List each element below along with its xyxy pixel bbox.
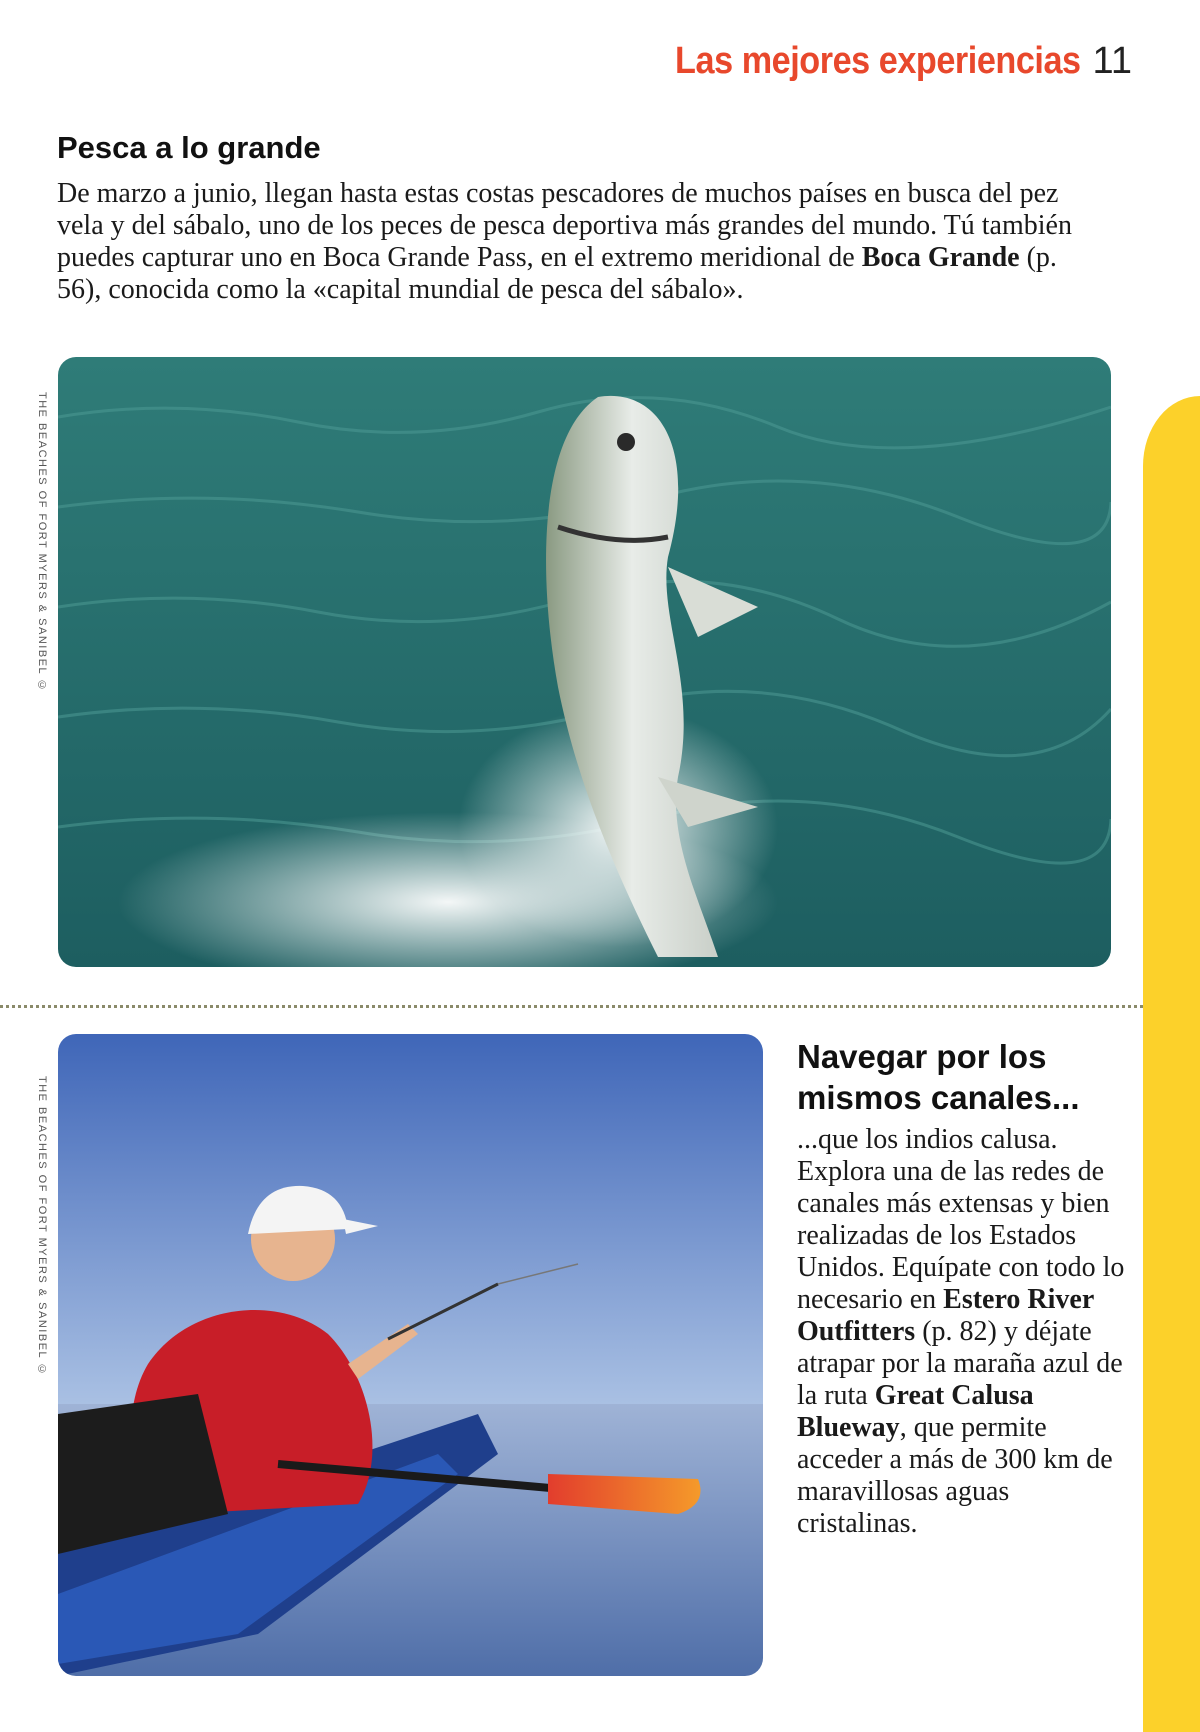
section2-body bbox=[797, 1124, 1127, 1540]
page-header bbox=[630, 40, 1132, 83]
yellow-side-tab bbox=[1143, 396, 1200, 1732]
section2-text-3: , que permite acceder a más de 300 km de maravillosas aguas cristalinas. bbox=[797, 1412, 1113, 1539]
section2-bold-blueway: Great Calusa Blueway bbox=[797, 1380, 1034, 1443]
section1-title: Pesca a lo grande bbox=[57, 130, 321, 165]
photo2-credit: THE BEACHES OF FORT MYERS & SANIBEL © bbox=[36, 1076, 48, 1377]
page-number: 11 bbox=[1092, 40, 1132, 82]
photo1-credit: THE BEACHES OF FORT MYERS & SANIBEL © bbox=[36, 392, 48, 693]
section-divider bbox=[0, 1005, 1143, 1008]
section1-bold-place: Boca Grande bbox=[861, 242, 1020, 273]
section1-text-end: (p. 56), conocida como la «capital mundial de pesca del sábalo». bbox=[57, 242, 1057, 305]
section2-title: Navegar por los mismos canales... bbox=[797, 1038, 1080, 1116]
section1-text: De marzo a junio, llegan hasta estas costas pescadores de muchos países en busca del pez vela y del sábalo, uno de los peces de pesca deportiva más grandes del mundo. Tú también puedes capturar uno en Boca Grande Pass, en el extremo meridional de bbox=[57, 178, 1072, 273]
tarpon-jumping-photo bbox=[58, 357, 1111, 967]
section2-text-2: (p. 82) y déjate atrapar por la maraña azul de la ruta bbox=[797, 1316, 1123, 1411]
section2-bold-outfitters: Estero River Outfitters bbox=[797, 1284, 1094, 1347]
section2-text-1: ...que los indios calusa. Explora una de las redes de canales más extensas y bien realizadas de los Estados Unidos. Equípate con todo lo necesario en bbox=[797, 1124, 1125, 1315]
section1-body bbox=[57, 178, 1097, 306]
section-title: Las mejores experiencias bbox=[674, 40, 1081, 82]
kayak-fishing-photo bbox=[58, 1034, 763, 1676]
